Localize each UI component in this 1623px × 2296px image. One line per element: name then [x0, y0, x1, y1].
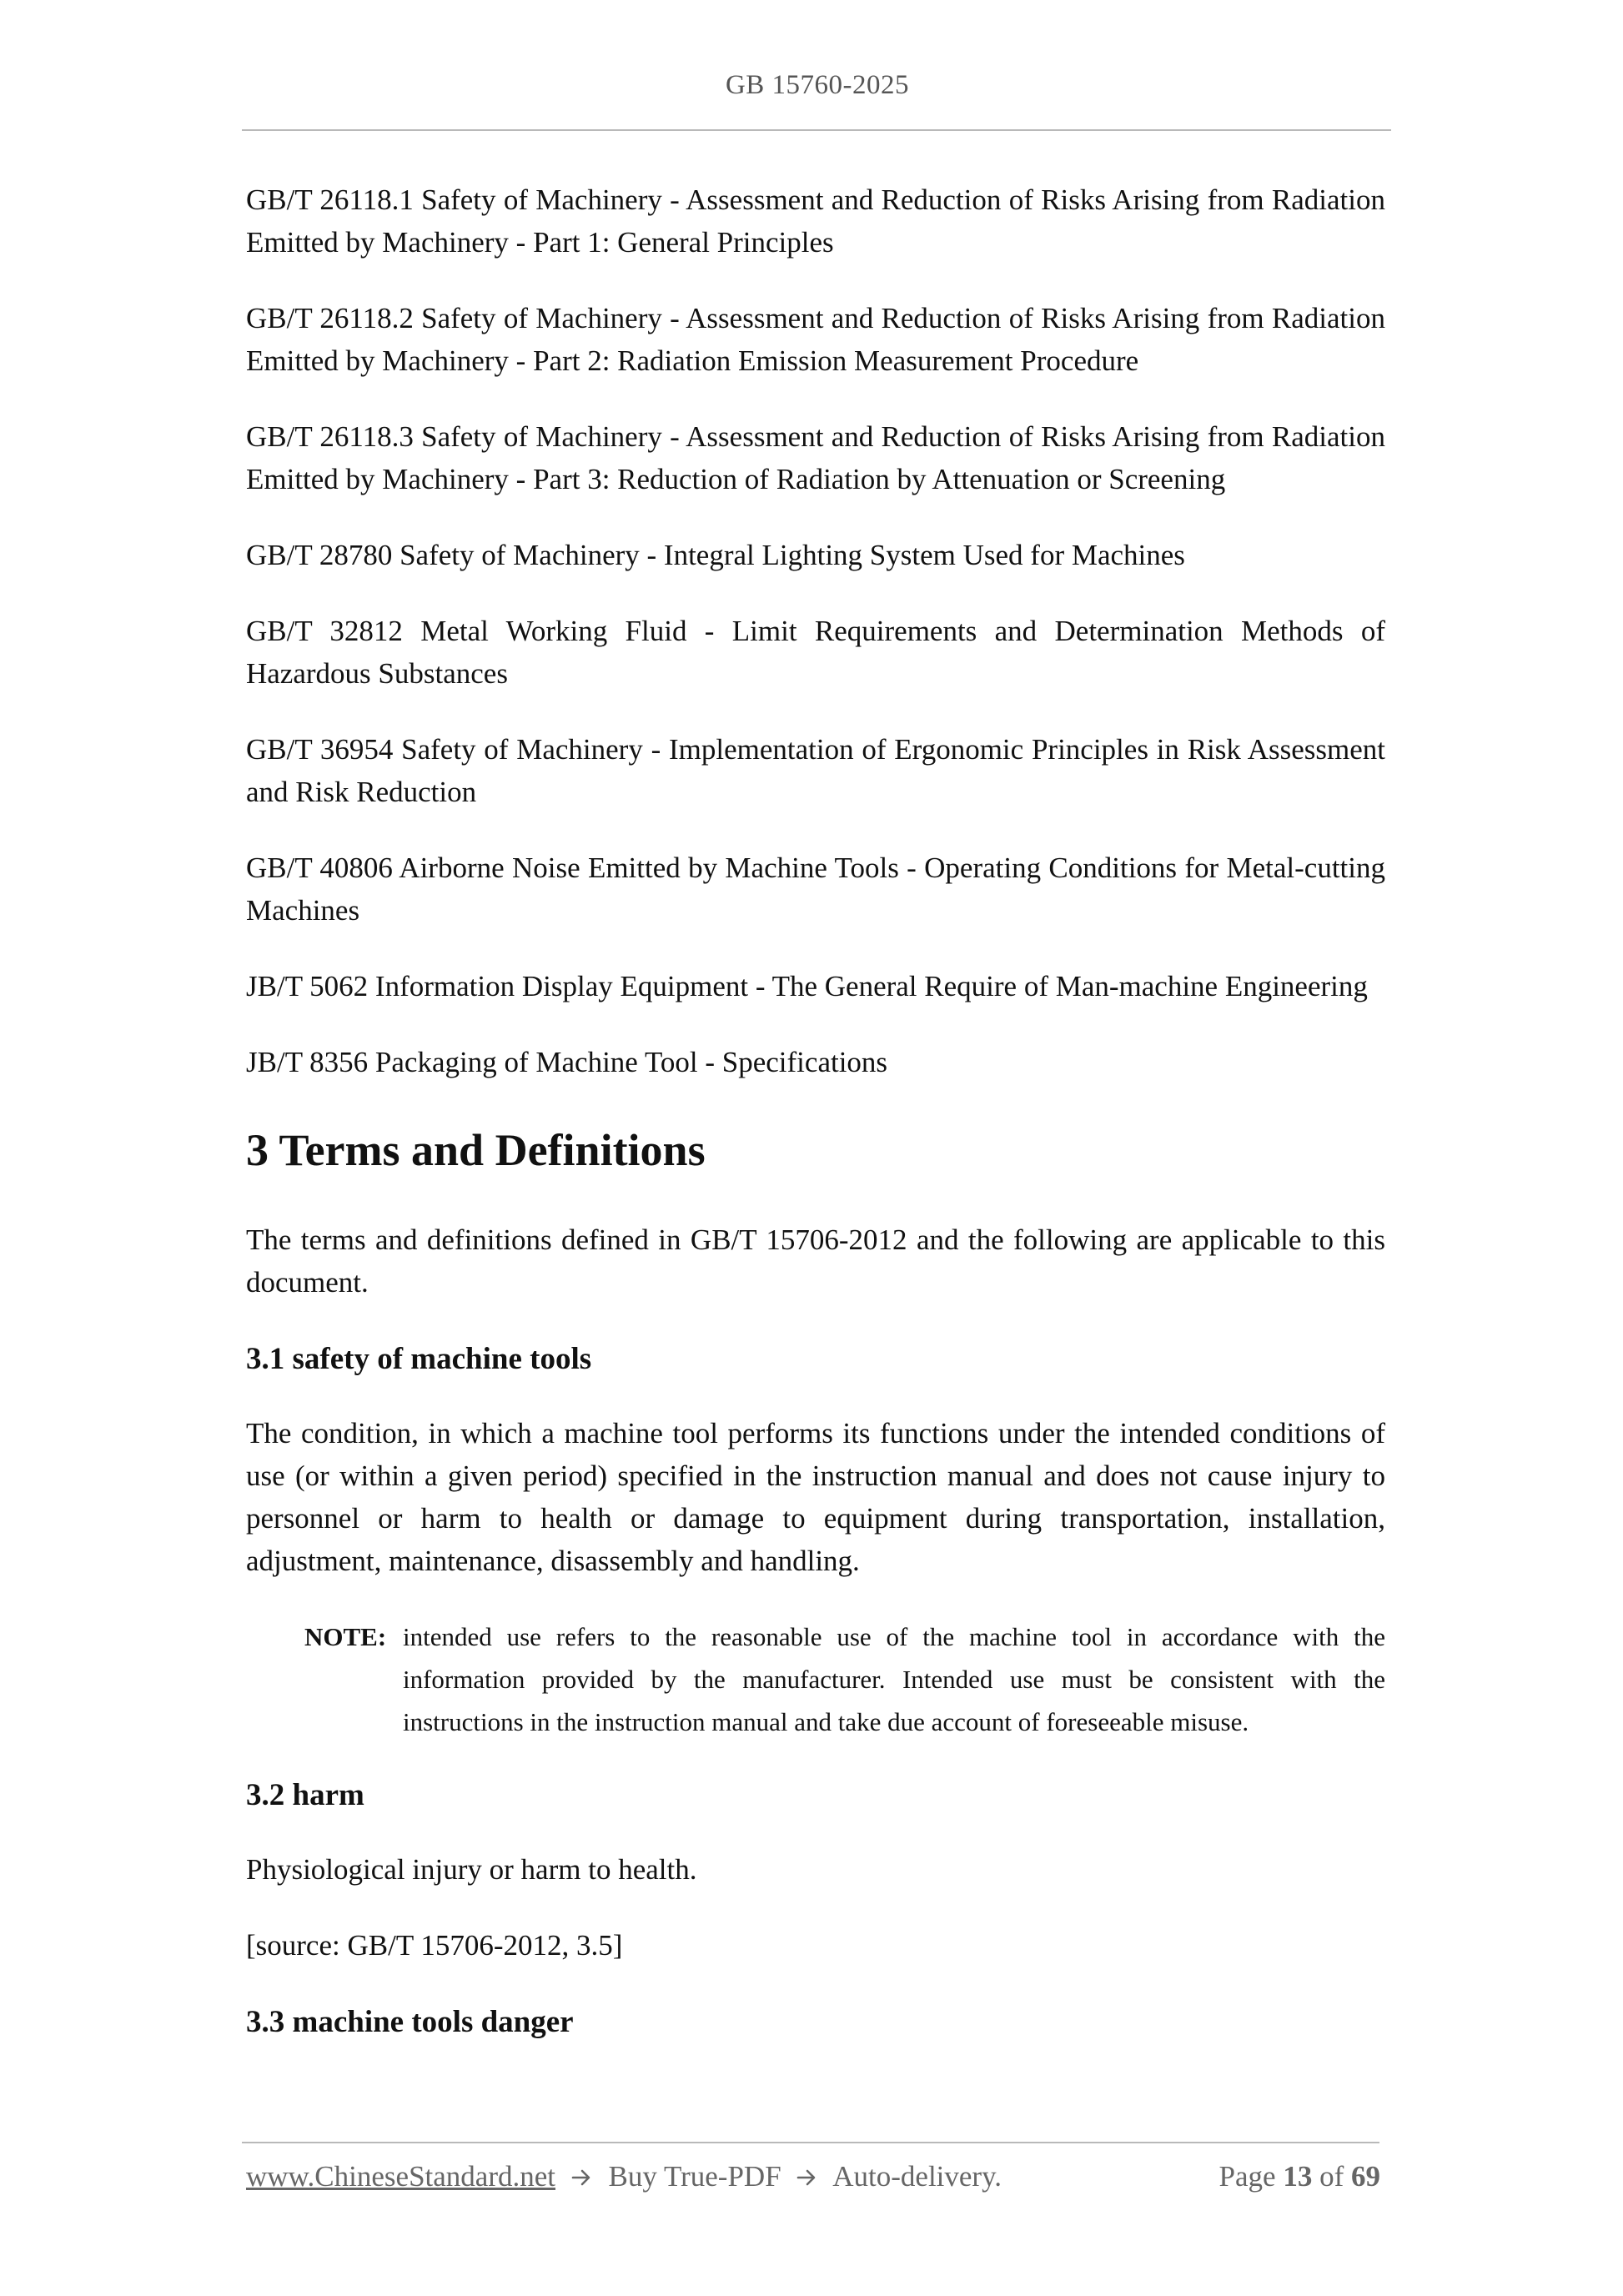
page-content — [246, 178, 1385, 2075]
term-source-3-2: [source: GB/T 15706-2012, 3.5] — [246, 1929, 623, 1962]
arrow-right-icon — [796, 2168, 818, 2188]
reference-item: GB/T 28780 Safety of Machinery - Integral Lighting System Used for Machines — [246, 539, 1185, 571]
website-link[interactable]: www.ChineseStandard.net — [246, 2160, 555, 2193]
section-heading: 3 Terms and Definitions — [246, 1125, 706, 1175]
reference-item: GB/T 26118.2 Safety of Machinery - Assessment and Reduction of Risks Arising from Radiation Emitted by Machinery - Part 2: Radiation Emission Measurement Procedure — [246, 302, 1385, 377]
page-current: 13 — [1283, 2160, 1313, 2193]
arrow-right-icon — [571, 2168, 593, 2188]
reference-item: GB/T 40806 Airborne Noise Emitted by Machine Tools - Operating Conditions for Metal-cutting Machines — [246, 852, 1385, 927]
term-heading-3-1: 3.1 safety of machine tools — [246, 1342, 592, 1376]
term-heading-3-3: 3.3 machine tools danger — [246, 2005, 574, 2039]
reference-item: GB/T 26118.1 Safety of Machinery - Assessment and Reduction of Risks Arising from Radiation Emitted by Machinery - Part 1: General Principles — [246, 183, 1385, 259]
term-definition-3-1: The condition, in which a machine tool performs its functions under the intended conditions of use (or within a given period) specified in the instruction manual and does not cause injury to personnel or harm to health or damage to equipment during transportation, installation, adjustment, maintenance, disassembly and handling. — [246, 1417, 1385, 1577]
of-word: of — [1319, 2160, 1344, 2193]
term-heading-3-2: 3.2 harm — [246, 1778, 364, 1812]
footer-promo — [246, 2160, 1002, 2193]
page-total: 69 — [1351, 2160, 1380, 2193]
reference-item: GB/T 32812 Metal Working Fluid - Limit Requirements and Determination Methods of Hazardous Substances — [246, 615, 1385, 690]
page-word: Page — [1219, 2160, 1276, 2193]
note-text: intended use refers to the reasonable use of the machine tool in accordance with the information provided by the manufacturer. Intended use must be consistent with the instructions in the instruction manual and take due account of foreseeable misuse. — [403, 1622, 1385, 1736]
running-header: GB 15760-2025 — [725, 70, 910, 100]
reference-item: JB/T 8356 Packaging of Machine Tool - Specifications — [246, 1046, 888, 1078]
page-indicator — [1219, 2160, 1380, 2193]
section-intro: The terms and definitions defined in GB/T 15706-2012 and the following are applicable to this document. — [246, 1223, 1385, 1299]
term-note — [304, 1615, 1385, 1743]
reference-item: JB/T 5062 Information Display Equipment - The General Require of Man-machine Engineering — [246, 970, 1368, 1002]
footer-divider — [242, 2142, 1379, 2143]
term-definition-3-2: Physiological injury or harm to health. — [246, 1853, 697, 1886]
delivery-text: Auto-delivery. — [832, 2160, 1002, 2193]
reference-item: GB/T 26118.3 Safety of Machinery - Assessment and Reduction of Risks Arising from Radiation Emitted by Machinery - Part 3: Reduction of Radiation by Attenuation or Screening — [246, 420, 1385, 495]
buy-pdf-text: Buy True-PDF — [608, 2160, 781, 2193]
header-divider — [242, 129, 1391, 131]
reference-item: GB/T 36954 Safety of Machinery - Implementation of Ergonomic Principles in Risk Assessment and Risk Reduction — [246, 733, 1385, 808]
page-footer — [246, 2160, 1380, 2202]
note-label: NOTE: — [304, 1622, 387, 1651]
